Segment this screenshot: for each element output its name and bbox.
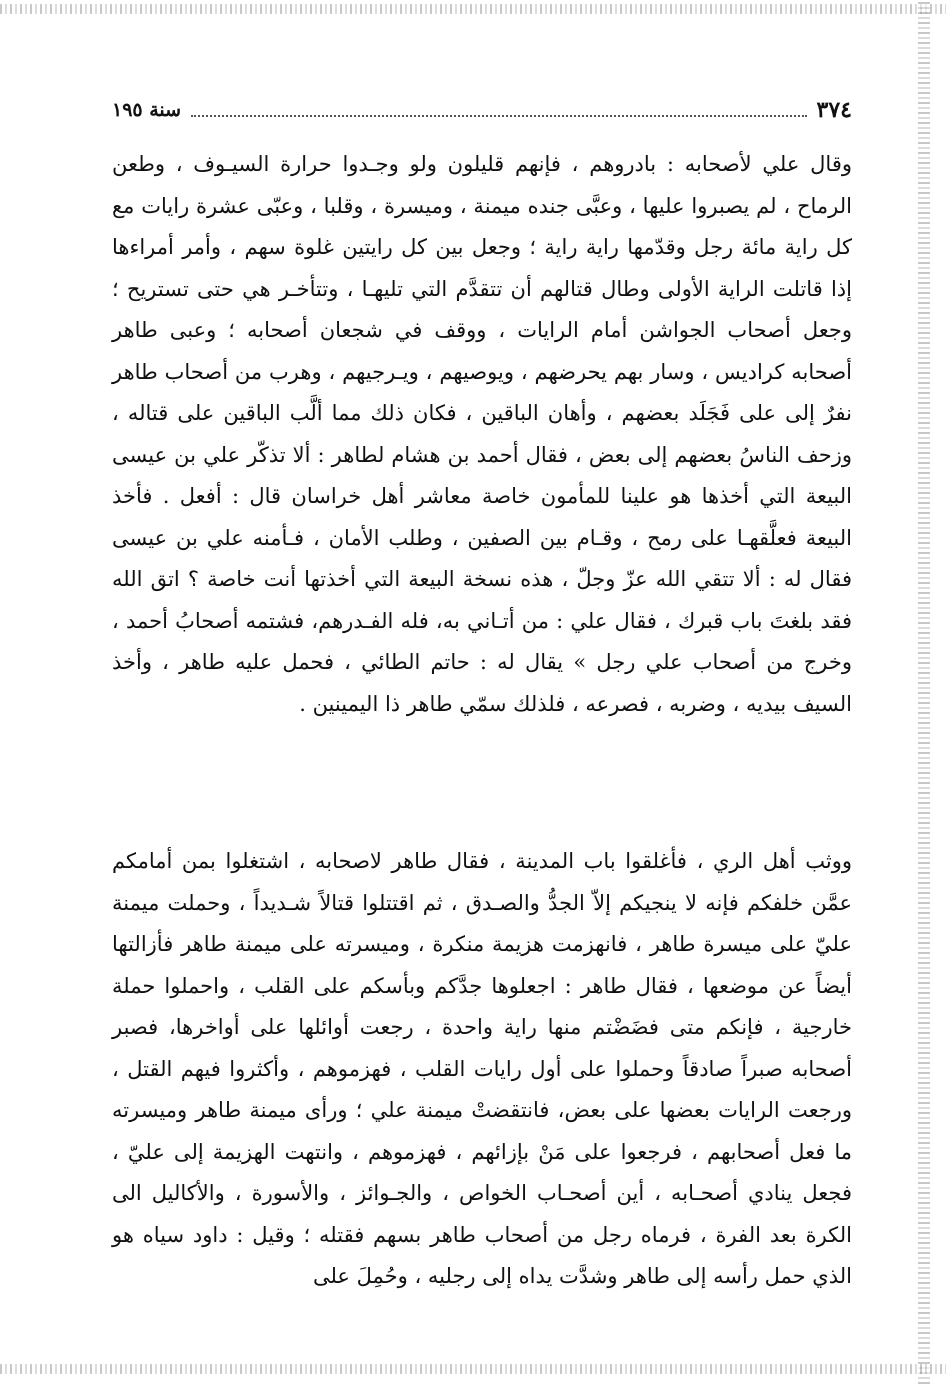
header-leader-dots [191, 115, 806, 117]
running-header [112, 92, 852, 128]
paragraph-2: ووثب أهل الري ، فأغلقوا باب المدينة ، فقال طاهر لاصحابه ، اشتغلوا بمن أمامكم عمَّن خلفكم فإنه لا ينجيكم إلاّ الجدُّ والصـدق ، ثم اقتتلوا قتالاً شـديداً ، وحملت ميمنة عليّ على ميسرة طاهر ، فانهزمت هزيمة منكرة ، وميسرته على ميمنة طاهر فأزالتها أيضاً عن موضعها ، فقال طاهر : اجعلوها جدَّكم وبأسكم على القلب ، واحملوا حملة خارجية ، فإنكم متى فضَضْتم منها راية واحدة ، رجعت أوائلها على أواخرها، فصبر أصحابه صبراً صادقاً وحملوا على أول رايات القلب ، فهزموهم ، وأكثروا فيهم القتل ، ورجعت الرايات بعضها على بعض، فانتقضتْ ميمنة علي ؛ ورأى ميمنة طاهر وميسرته ما فعل أصحابهم ، فرجعوا على مَنْ بإزائهم ، فهزموهم ، وانتهت الهزيمة إلى عليّ ، فجعل ينادي أصحـابه ، أين أصحـاب الخواص ، والجـوائز ، والأسورة ، والأكاليل الى الكرة بعد الفرة ، فرماه رجل من أصحاب طاهر بسهم فقتله ؛ وقيل : داود سياه هو الذي حمل رأسه إلى طاهر وشدَّت يداه إلى رجليه ، وحُمِلَ على [112, 849, 852, 1288]
page-number: ٣٧٤ [816, 97, 852, 123]
year-label: سنة ١٩٥ [112, 99, 182, 121]
page-border-right [918, 0, 930, 1384]
page-border-top [0, 4, 946, 14]
paragraph-1: وقال علي لأصحابه : بادروهم ، فإنهم قليلون ولو وجـدوا حرارة السيـوف ، وطعن الرماح ، لم يصبروا عليها ، وعبَّى جنده ميمنة ، وميسرة ، وقلبا ، وعبّى عشرة رايات مع كل راية مائة رجل وقدّمها راية راية ؛ وجعل بين كل رايتين غلوة سهم ، وأمر أمراءها إذا قاتلت الراية الأولى وطال قتالهم أن تتقدَّم التي تليهـا ، وتتأخـر هي حتى تستريح ؛ وجعل أصحاب الجواشن أمام الرايات ، ووقف في شجعان أصحابه ؛ وعبى طاهر أصحابه كراديس ، وسار بهم يحرضهم ، ويوصيهم ، ويـرجيهم ، وهرب من أصحاب طاهر نفرٌ إلى على فَجَلَد بعضهم ، وأهان الباقين ، فكان ذلك مما ألَّب الباقين على قتاله ، وزحف الناسُ بعضهم إلى بعض ، فقال أحمد بن هشام لطاهر : ألا تذكّر علي بن عيسى البيعة التي أخذها هو علينا للمأمون خاصة معاشر أهل خراسان قال : أفعل . فأخذ البيعة فعلَّقهـا على رمح ، وقـام بين الصفين ، وطلب الأمان ، فـأمنه علي بن عيسى فقال له : ألا تتقي الله عزّ وجلّ ، هذه نسخة البيعة التي أخذتها أنت خاصة ؟ اتق الله فقد بلغتَ باب قبرك ، فقال علي : من أتـاني به، فله الفـدرهم، فشتمه أصحابُ أحمد ، وخرج من أصحاب علي رجل » يقال له : حاتم الطائي ، فحمل عليه طاهر ، وأخذ السيف بيديه ، وضربه ، فصرعه ، فلذلك سمّي طاهر ذا اليمينين . [112, 152, 852, 716]
page-border-bottom [0, 1364, 946, 1374]
